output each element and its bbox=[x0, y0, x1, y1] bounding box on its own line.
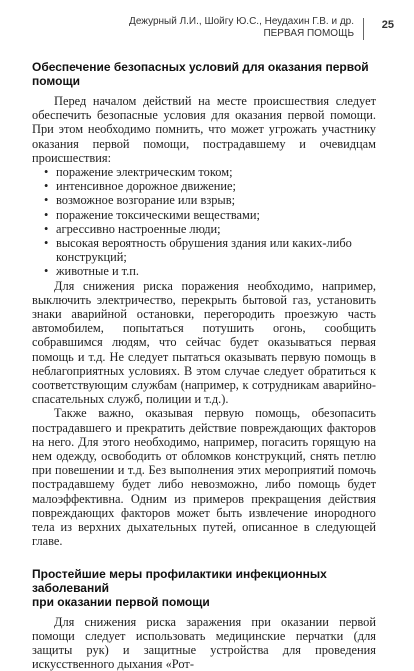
heading-line-2: при оказании первой помощи bbox=[32, 595, 376, 609]
page-content bbox=[32, 60, 376, 671]
section-heading-safety: Обеспечение безопасных условий для оказания первой помощи bbox=[32, 60, 376, 88]
header-authors: Дежурный Л.И., Шойгу Ю.С., Неудахин Г.В. и др. bbox=[129, 16, 354, 28]
running-header bbox=[24, 16, 404, 48]
hazard-list bbox=[32, 165, 376, 279]
list-item: • животные и т.п. bbox=[32, 264, 376, 278]
paragraph-infection-risk: Для снижения риска заражения при оказании первой помощи следует использовать медицинские перчатки (для защиты рук) и защитные устройства для проведения искусственного дыхания «Рот- bbox=[32, 615, 376, 671]
list-item: • высокая вероятность обрушения здания или каких-либо конструкций; bbox=[32, 236, 376, 264]
paragraph-protect-victim: Также важно, оказывая первую помощь, обезопасить пострадавшего и прекратить действие повреждающих факторов на него. Для этого необходимо, например, погасить горящую на нем одежду, освободить от обломков конструкций, снять петлю при повешении и т.д. Без выполнения этих мероприятий помочь пострадавшему будет либо невозможно, либо помощь будет малоэффективна. Одним из примеров прекращения действия повреждающих факторов может быть извлечение инородного тела из верхних дыхательных путей, описанное в следующей главе. bbox=[32, 406, 376, 548]
header-divider bbox=[363, 18, 364, 40]
list-item: • интенсивное дорожное движение; bbox=[32, 179, 376, 193]
list-item: • агрессивно настроенные люди; bbox=[32, 222, 376, 236]
page-number: 25 bbox=[382, 19, 394, 31]
section-gap bbox=[32, 549, 376, 567]
paragraph-risk-reduction: Для снижения риска поражения необходимо, например, выключить электричество, перекрыть бытовой газ, установить знаки аварийной остановки, перегородить проезжую часть автомобилем, попытаться потушить огонь, сообщить собравшимся людям, что сейчас будет оказываться первая помощь и т.д. Не следует пытаться оказывать первую помощь в неблагоприятных условиях. В этом случае следует обратиться к соответствующим службам (например, к сотрудникам аварийно-спасательных служб, полиции и т.д.). bbox=[32, 279, 376, 407]
list-item: • поражение электрическим током; bbox=[32, 165, 376, 179]
header-text bbox=[129, 16, 354, 40]
heading-line-1: Простейшие меры профилактики инфекционных заболеваний bbox=[32, 567, 376, 595]
list-item: • возможное возгорание или взрыв; bbox=[32, 193, 376, 207]
paragraph-intro: Перед началом действий на месте происшествия следует обеспечить безопасные условия для оказания первой помощи. При этом необходимо помнить, что может угрожать участнику оказания первой помощи, пострадавшему и очевидцам происшествия: bbox=[32, 94, 376, 165]
section-heading-infection bbox=[32, 567, 376, 609]
list-item: • поражение токсическими веществами; bbox=[32, 208, 376, 222]
header-section: ПЕРВАЯ ПОМОЩЬ bbox=[129, 28, 354, 40]
